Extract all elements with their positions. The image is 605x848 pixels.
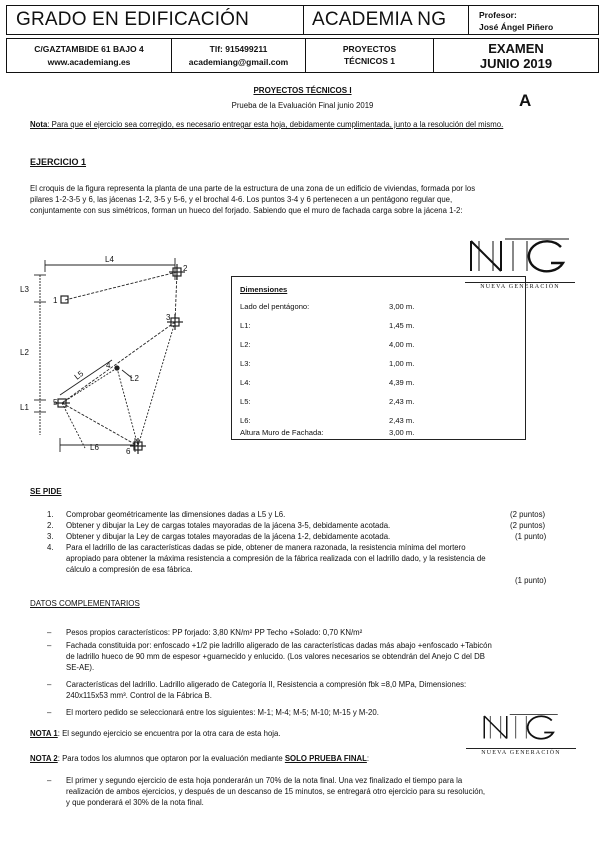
datos-item-1: Pesos propios característicos: PP forjado: 3,80 KN/m² PP Techo +Solado: 0,70 KN/m² — [66, 628, 363, 637]
label-l4: L4 — [105, 255, 114, 264]
task-4-num: 4. — [47, 543, 54, 552]
datos-item-2: Fachada constituida por: enfoscado +1/2 pie ladrillo aligerado de las características dadas más abajo +enfoscado +Tabicón — [66, 641, 492, 650]
label-l1: L1 — [20, 403, 29, 412]
nota-1-text: : El segundo ejercicio se encuentra por la otra cara de esta hoja. — [57, 729, 281, 738]
dim-label-l4: L4: — [240, 378, 251, 387]
datos-item-6: 240x115x53 mm³. Control de la Fábrica B. — [66, 691, 212, 700]
dim-label-l6: L6: — [240, 416, 251, 425]
dim-label-l1: L1: — [240, 321, 251, 330]
dim-value-l1: 1,45 m. — [389, 321, 415, 330]
subject-line-1: PROYECTOS — [342, 44, 397, 54]
website: www.academiang.es — [47, 57, 131, 67]
final-line-3: y que ponderará el 30% de la nota final. — [66, 798, 204, 807]
dash-4: – — [47, 708, 52, 717]
label-l5: L5 — [72, 369, 86, 382]
header-exam-box — [433, 38, 599, 73]
intro-line-2: pilares 1-2-3-5 y 6, las jácenas 1-2, 3-5 y 5-6, y el brochal 4-6. Los puntos 3-4 y 6 pertenecen a un pentágono regular que, — [30, 195, 453, 204]
task-2-text: Obtener y dibujar la Ley de cargas totales mayoradas de la jácena 3-5, debidamente acotada. — [66, 521, 391, 530]
exercise-title: EJERCICIO 1 — [30, 157, 87, 167]
ng-logo-caption-bottom: NUEVA GENERACIÓN — [466, 748, 576, 756]
dim-value-l3: 1,00 m. — [389, 359, 415, 368]
node-5: 5 — [53, 398, 58, 407]
ng-logo-mark-bottom-icon — [466, 713, 576, 743]
task-1-points: (2 puntos) — [510, 510, 546, 519]
note-text: : Para que el ejercicio sea corregido, es necesario entregar esta hoja, debidamente cumplimentada, junto a la resolución del mismo. — [47, 120, 504, 129]
task-4-points: (1 punto) — [515, 576, 547, 585]
subject-line-2: TÉCNICOS 1 — [343, 56, 395, 66]
node-6: 6 — [126, 447, 131, 456]
nota-2-text-a: : Para todos los alumnos que optaron por la evaluación mediante — [57, 754, 285, 763]
dim-value-l5: 2,43 m. — [389, 397, 415, 406]
task-3-num: 3. — [47, 532, 54, 541]
dimensions-title: Dimensiones — [240, 285, 288, 294]
nota-1 — [30, 728, 281, 739]
node-4: 4 — [106, 361, 111, 370]
datos-item-4: SE-AE). — [66, 663, 95, 672]
se-pide-title: SE PIDE — [30, 487, 62, 496]
final-line-1: El primer y segundo ejercicio de esta hoja ponderarán un 70% de la nota final. Una vez finalizado el tiempo para la — [66, 776, 463, 785]
task-2-num: 2. — [47, 521, 54, 530]
dim-label-pentagon: Lado del pentágono: — [240, 302, 310, 311]
label-l2-small: L2 — [130, 374, 139, 383]
header-address-box — [6, 38, 172, 73]
dim-value-pentagon: 3,00 m. — [389, 302, 415, 311]
task-4-text-2: apropiado para obtener la máxima resistencia a compresión de la fábrica realizada con el ladrillo dado, y la resistencia de — [66, 554, 486, 563]
dim-value-wall: 3,00 m. — [389, 428, 415, 437]
header-professor-box — [468, 5, 599, 35]
beam-5-6 — [62, 403, 138, 446]
exam-line-1: EXAMEN — [488, 41, 544, 56]
node-2: 2 — [183, 264, 188, 273]
address: C/GAZTAMBIDE 61 BAJO 4 — [34, 44, 144, 54]
dash-final: – — [47, 776, 52, 785]
label-l3: L3 — [20, 285, 29, 294]
datos-item-3: de ladrillo hueco de 90 mm de espesor +guarnecido y enlucido. (Los valores necesarios se obtendrán del Anejo C del DB — [66, 652, 485, 661]
nota-2-text-b: SOLO PRUEBA FINAL — [284, 754, 367, 763]
intro-line-1: El croquis de la figura representa la planta de una parte de la estructura de una zona de un edificio de viviendas, formada por los — [30, 184, 476, 193]
header-contact-box — [171, 38, 306, 73]
task-4-text-1: Para el ladrillo de las características dadas se pide, obtener de manera razonada, la resistencia mínima del mortero — [66, 543, 466, 552]
nota-1-label: NOTA 1 — [30, 729, 58, 738]
datos-title: DATOS COMPLEMENTARIOS — [30, 599, 140, 608]
datos-item-7: El mortero pedido se seleccionará entre los siguientes: M-1; M-4; M-5; M-10; M-15 y M-20. — [66, 708, 379, 717]
dim-label-l5: L5: — [240, 397, 251, 406]
structure-sketch — [20, 240, 230, 460]
header-title: GRADO EN EDIFICACIÓN — [16, 9, 250, 30]
node-3: 3 — [166, 313, 171, 322]
beam-3-5 — [62, 322, 175, 403]
task-1-num: 1. — [47, 510, 54, 519]
dash-3: – — [47, 680, 52, 689]
dimensions-table — [231, 276, 526, 440]
header-academy: ACADEMIA NG — [312, 9, 447, 30]
label-l2: L2 — [20, 348, 29, 357]
exam-version: A — [519, 91, 532, 110]
dim-value-l4: 4,39 m. — [389, 378, 415, 387]
dash-1: – — [47, 628, 52, 637]
dim-value-l6: 2,43 m. — [389, 416, 415, 425]
professor-label: Profesor: — [479, 10, 517, 20]
exam-line-2: JUNIO 2019 — [479, 56, 553, 71]
course-title: PROYECTOS TÉCNICOS I — [253, 86, 352, 95]
note-label: Nota — [30, 120, 48, 129]
phone: Tlf: 915499211 — [209, 44, 268, 54]
dim-label-l2: L2: — [240, 340, 251, 349]
task-2-points: (2 puntos) — [510, 521, 546, 530]
node-1: 1 — [53, 296, 58, 305]
nota-2-text-c: : — [366, 754, 370, 763]
header-title-box — [6, 5, 304, 35]
nota-2 — [30, 753, 369, 764]
ng-logo-caption-top: NUEVA GENERACIÓN — [465, 282, 575, 290]
ng-logo-mark-icon — [465, 237, 575, 277]
header-academy-box — [303, 5, 469, 35]
ng-logo-bottom — [466, 713, 576, 756]
correction-note — [30, 119, 582, 130]
dim-value-l2: 4,00 m. — [389, 340, 415, 349]
datos-item-5: Características del ladrillo. Ladrillo aligerado de Categoría II, Resistencia a compresión fbk =8,0 MPa, Dimensiones: — [66, 680, 467, 689]
email: academiang@gmail.com — [188, 57, 289, 67]
professor-name: José Ángel Piñero — [479, 22, 554, 32]
beam-1-2 — [65, 272, 177, 300]
task-3-points: (1 punto) — [515, 532, 547, 541]
header-subject-box — [305, 38, 434, 73]
exam-subtitle: Prueba de la Evaluación Final junio 2019 — [231, 101, 374, 110]
dim-label-l3: L3: — [240, 359, 251, 368]
task-1-text: Comprobar geométricamente las dimensiones dadas a L5 y L6. — [66, 510, 286, 519]
label-l6: L6 — [90, 443, 99, 452]
dash-2: – — [47, 641, 52, 650]
task-3-text: Obtener y dibujar la Ley de cargas totales mayoradas de la jácena 1-2, debidamente acotada. — [66, 532, 391, 541]
final-line-2: realización de ambos ejercicios, y después de un descanso de 15 minutos, se entregará otro ejercicio para su resolución, — [66, 787, 486, 796]
task-4-text-3: cálculo a compresión de esa fábrica. — [66, 565, 193, 574]
nota-2-label: NOTA 2 — [30, 754, 58, 763]
intro-line-3: conjuntamente con sus simétricos, forman un hueco del forjado. Sabiendo que el muro de fachada carga sobre la jácena 1-2: — [30, 206, 463, 215]
dim-label-wall: Altura Muro de Fachada: — [240, 428, 324, 437]
